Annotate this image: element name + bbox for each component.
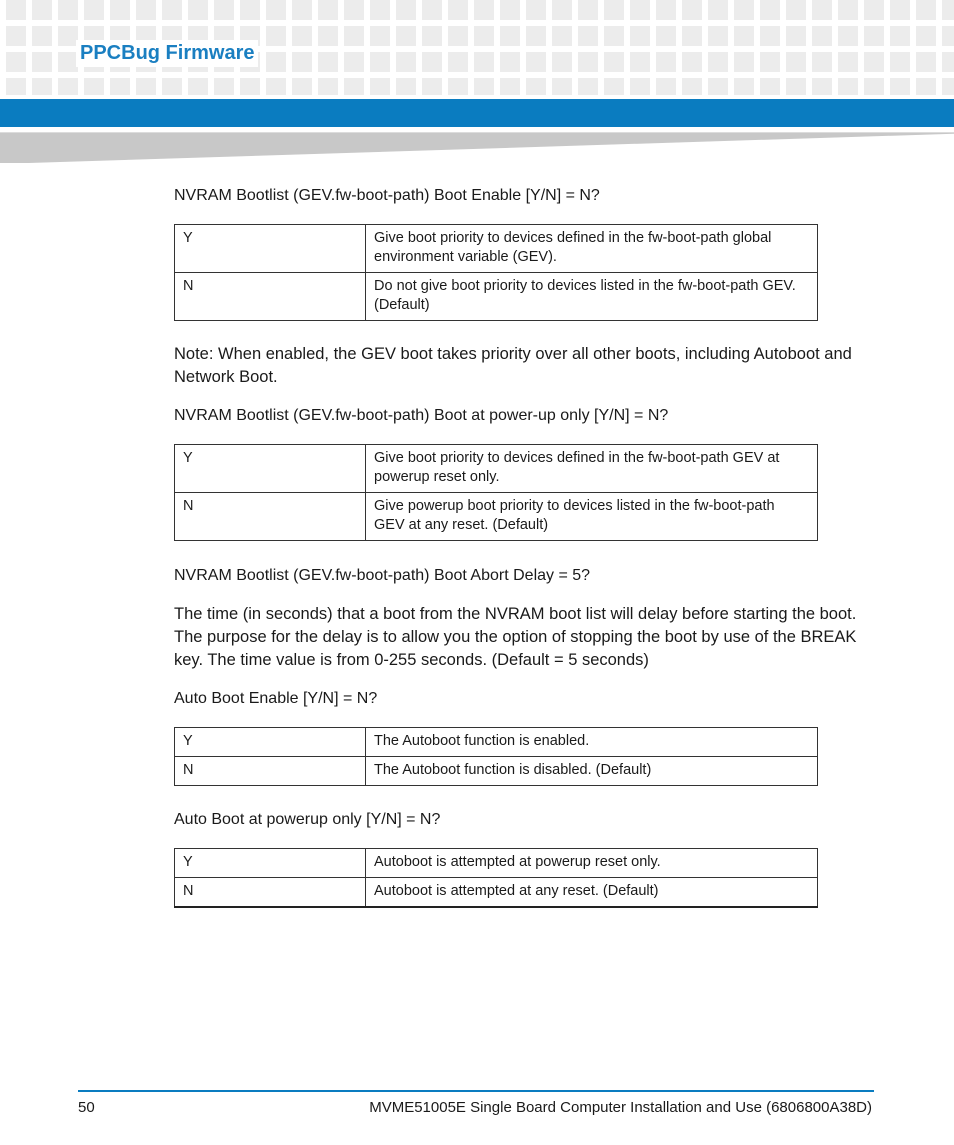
option-key: Y bbox=[175, 728, 366, 757]
boot-powerup-table bbox=[174, 444, 818, 541]
table-row bbox=[175, 878, 818, 908]
auto-boot-powerup-table bbox=[174, 848, 818, 908]
option-desc: The Autoboot function is disabled. (Default) bbox=[366, 757, 818, 786]
option-key: Y bbox=[175, 849, 366, 878]
main-content bbox=[174, 183, 874, 908]
table-row bbox=[175, 445, 818, 493]
table-row bbox=[175, 757, 818, 786]
table-row bbox=[175, 493, 818, 541]
table-row bbox=[175, 849, 818, 878]
option-desc: Give boot priority to devices defined in the fw-boot-path GEV at powerup reset only. bbox=[366, 445, 818, 493]
header-blue-bar bbox=[0, 99, 954, 127]
abort-delay-paragraph: The time (in seconds) that a boot from the NVRAM boot list will delay before starting the boot. The purpose for the delay is to allow you the option of stopping the boot by use of the BREAK key. The time value is from 0-255 seconds. (Default = 5 seconds) bbox=[174, 605, 857, 669]
page-header-title: PPCBug Firmware bbox=[76, 40, 258, 67]
prompt-auto-boot-powerup: Auto Boot at powerup only [Y/N] = N? bbox=[174, 811, 441, 828]
option-key: N bbox=[175, 493, 366, 541]
option-key: N bbox=[175, 757, 366, 786]
table-row bbox=[175, 225, 818, 273]
boot-enable-table bbox=[174, 224, 818, 321]
note-paragraph: Note: When enabled, the GEV boot takes priority over all other boots, including Autoboot and Network Boot. bbox=[174, 345, 852, 386]
option-desc: Give boot priority to devices defined in the fw-boot-path global environment variable (GEV). bbox=[366, 225, 818, 273]
footer-divider bbox=[78, 1090, 874, 1092]
table-row bbox=[175, 273, 818, 321]
footer-doc-title: MVME51005E Single Board Computer Installation and Use (6806800A38D) bbox=[369, 1099, 872, 1116]
option-desc: Autoboot is attempted at any reset. (Default) bbox=[366, 878, 818, 908]
header-grey-wedge bbox=[0, 129, 954, 163]
table-row bbox=[175, 728, 818, 757]
prompt-boot-powerup: NVRAM Bootlist (GEV.fw-boot-path) Boot at power-up only [Y/N] = N? bbox=[174, 407, 669, 424]
option-desc: The Autoboot function is enabled. bbox=[366, 728, 818, 757]
option-desc: Autoboot is attempted at powerup reset only. bbox=[366, 849, 818, 878]
prompt-auto-boot-enable: Auto Boot Enable [Y/N] = N? bbox=[174, 690, 378, 707]
prompt-abort-delay: NVRAM Bootlist (GEV.fw-boot-path) Boot Abort Delay = 5? bbox=[174, 567, 591, 584]
option-key: Y bbox=[175, 225, 366, 273]
option-key: Y bbox=[175, 445, 366, 493]
page-number: 50 bbox=[78, 1099, 95, 1116]
option-key: N bbox=[175, 273, 366, 321]
option-desc: Give powerup boot priority to devices listed in the fw-boot-path GEV at any reset. (Default) bbox=[366, 493, 818, 541]
option-key: N bbox=[175, 878, 366, 908]
auto-boot-enable-table bbox=[174, 727, 818, 786]
prompt-boot-enable: NVRAM Bootlist (GEV.fw-boot-path) Boot Enable [Y/N] = N? bbox=[174, 187, 600, 204]
option-desc: Do not give boot priority to devices listed in the fw-boot-path GEV. (Default) bbox=[366, 273, 818, 321]
